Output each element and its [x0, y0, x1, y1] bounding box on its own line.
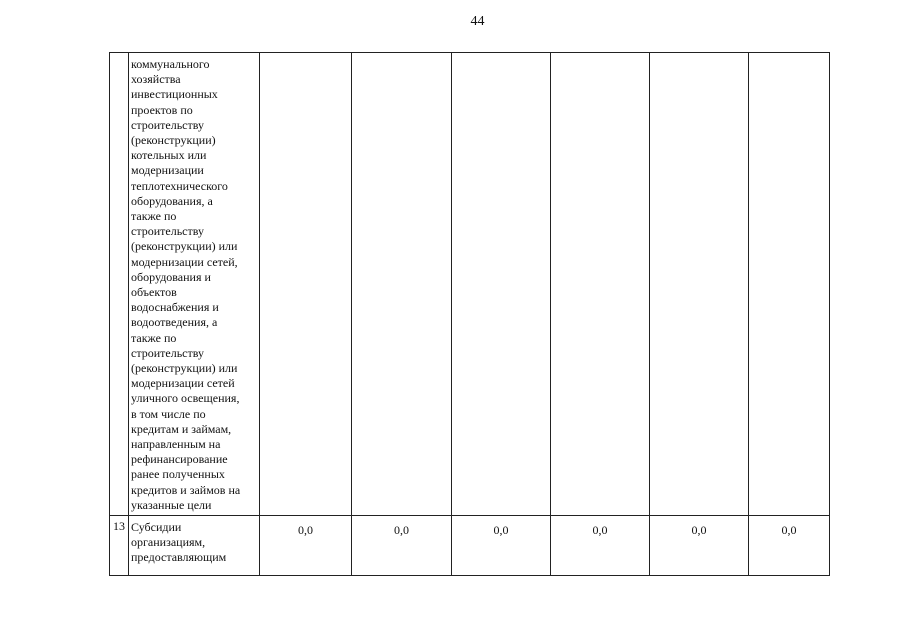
name-line: коммунального: [131, 57, 210, 71]
name-line: водоснабжения и: [131, 300, 219, 315]
name-line: (реконструкции): [131, 133, 216, 148]
name-line: строительству: [131, 117, 204, 132]
name-line: предоставляющим: [131, 550, 227, 565]
name-line: модернизации сетей,: [131, 254, 238, 269]
name-line: модернизации сетей: [131, 376, 235, 391]
name-line: кредитам и займам,: [131, 421, 232, 436]
page-number: 44: [470, 14, 485, 29]
name-line: строительству: [131, 224, 204, 239]
value-cell: 0,0: [452, 516, 551, 576]
value-cell: [452, 53, 551, 516]
name-line: проектов по: [131, 102, 193, 117]
name-line: указанные цели: [131, 497, 212, 512]
name-line: строительству: [131, 345, 204, 360]
name-line: котельных или: [131, 148, 207, 163]
row-number-cell: [110, 53, 129, 516]
value-cell: [352, 53, 452, 516]
budget-table: [109, 52, 830, 576]
value-cell: 0,0: [650, 516, 749, 576]
name-line: водоотведения, а: [131, 315, 218, 330]
name-line: кредитов и займов на: [131, 482, 241, 497]
name-line: модернизации: [131, 163, 204, 178]
name-line: хозяйства: [131, 72, 181, 87]
value-cell: 0,0: [551, 516, 650, 576]
row-name-text: [131, 57, 257, 513]
name-line: ранее полученных: [131, 467, 225, 482]
name-line: также по: [131, 209, 177, 224]
table-row: [110, 516, 830, 576]
value-cell: [260, 53, 352, 516]
name-line: направленным на: [131, 437, 221, 452]
value-cell: [551, 53, 650, 516]
name-line: рефинансирование: [131, 452, 228, 467]
name-line: также по: [131, 330, 177, 345]
value-cell: 0,0: [749, 516, 830, 576]
name-line: объектов: [131, 285, 177, 300]
name-line: уличного освещения,: [131, 391, 240, 406]
name-line: Субсидии: [131, 520, 182, 534]
name-line: оборудования и: [131, 269, 211, 284]
value-cell: 0,0: [352, 516, 452, 576]
name-line: в том числе по: [131, 406, 206, 421]
name-line: инвестиционных: [131, 87, 218, 102]
value-cell: [650, 53, 749, 516]
name-line: (реконструкции) или: [131, 239, 238, 254]
row-name-cell: [129, 53, 260, 516]
name-line: оборудования, а: [131, 193, 213, 208]
row-name-text: [131, 520, 257, 566]
name-line: организациям,: [131, 535, 206, 550]
row-name-cell: [129, 516, 260, 576]
row-number-cell: 13: [110, 516, 129, 576]
name-line: (реконструкции) или: [131, 361, 238, 376]
table-row: [110, 53, 830, 516]
value-cell: 0,0: [260, 516, 352, 576]
name-line: теплотехнического: [131, 178, 228, 193]
value-cell: [749, 53, 830, 516]
